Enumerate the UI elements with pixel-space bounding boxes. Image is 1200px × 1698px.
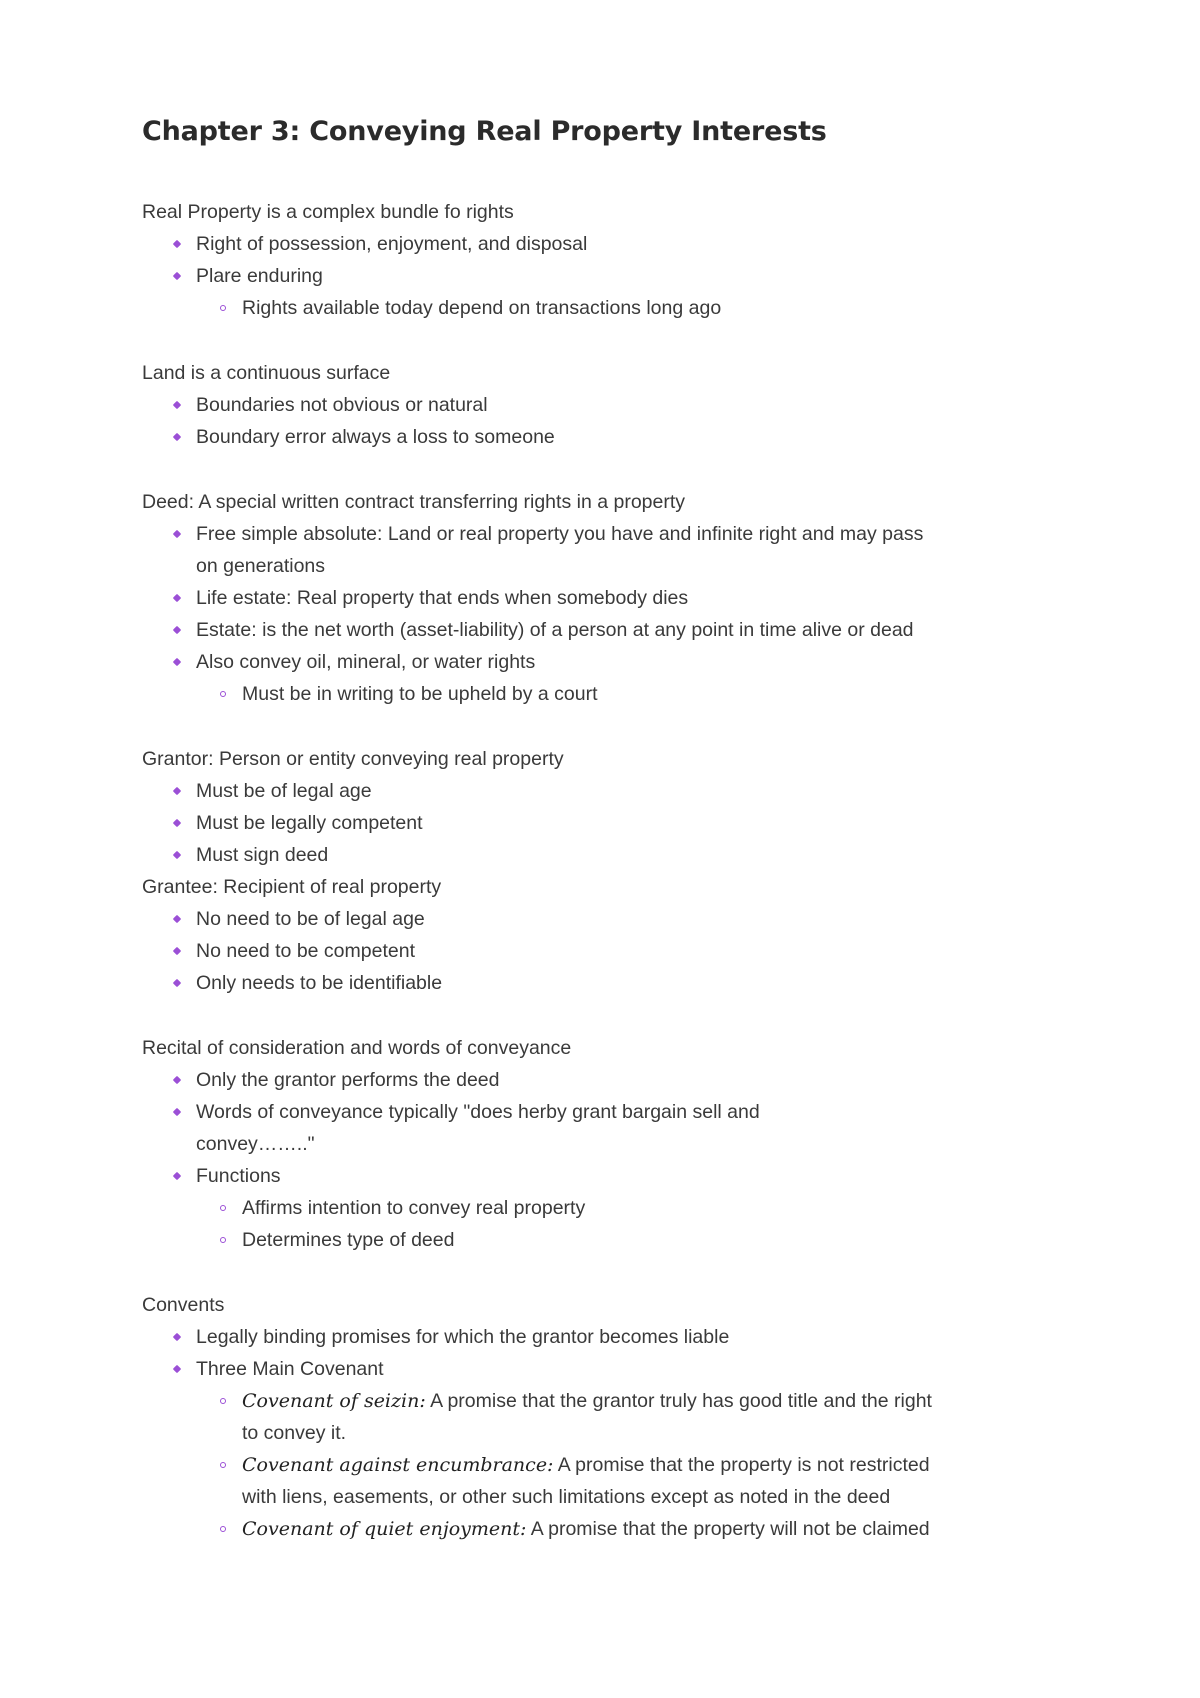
bullet-icon: [173, 1172, 181, 1180]
bullet-icon: [173, 1108, 181, 1116]
sub-list-item: [242, 1192, 936, 1224]
sub-bullet-icon: [220, 1526, 226, 1532]
section-heading: Recital of consideration and words of conveyance: [142, 1037, 572, 1059]
list-item: [196, 1160, 936, 1256]
list-item: [196, 1353, 936, 1545]
list-item-text: Must be of legal age: [196, 780, 372, 802]
section-heading: Real Property is a complex bundle fo rights: [142, 201, 514, 223]
bullet-icon: [173, 240, 181, 248]
bullet-icon: [173, 819, 181, 827]
list-item: [196, 260, 936, 324]
section-real-property: [142, 196, 1080, 324]
bullet-list: [142, 775, 1080, 871]
bullet-icon: [173, 594, 181, 602]
sub-list-item: [242, 292, 936, 324]
bullet-icon: [173, 272, 181, 280]
covenant-term: Covenant of quiet enjoyment:: [242, 1518, 527, 1540]
list-item: [196, 935, 936, 967]
section-covenants: [142, 1289, 1080, 1545]
list-item-text: Words of conveyance typically "does herby grant bargain sell and convey……..": [196, 1101, 760, 1155]
list-item: [196, 582, 936, 614]
covenant-text: A promise that the property will not be claimed: [526, 1518, 930, 1540]
bullet-list: [142, 903, 1080, 999]
sub-bullet-icon: [220, 691, 226, 697]
bullet-icon: [173, 979, 181, 987]
list-item-text: Only needs to be identifiable: [196, 972, 443, 994]
list-item-text: Functions: [196, 1165, 281, 1187]
list-item: [196, 228, 936, 260]
list-item: [196, 421, 936, 453]
bullet-icon: [173, 626, 181, 634]
sub-bullet-icon: [220, 1462, 226, 1468]
bullet-icon: [173, 401, 181, 409]
sub-bullet-list: [196, 1192, 936, 1256]
list-item-text: Boundary error always a loss to someone: [196, 426, 555, 448]
list-item-text: Three Main Covenant: [196, 1358, 384, 1380]
list-item: [196, 807, 936, 839]
section-grantee: [142, 871, 1080, 999]
bullet-icon: [173, 1333, 181, 1341]
sub-bullet-list: [196, 678, 936, 710]
list-item-text: Boundaries not obvious or natural: [196, 394, 488, 416]
bullet-icon: [173, 915, 181, 923]
page-title: Chapter 3: Conveying Real Property Interests: [142, 116, 827, 147]
covenant-term: Covenant of seizin:: [242, 1390, 426, 1412]
section-heading: Deed: A special written contract transferring rights in a property: [142, 491, 686, 513]
sub-bullet-icon: [220, 305, 226, 311]
sub-list-item-text: Must be in writing to be upheld by a court: [242, 683, 598, 705]
list-item: [196, 839, 936, 871]
list-item: [196, 967, 936, 999]
covenant-text: A promise that the property is not restricted with liens, easements, or other such limitations except as noted in the deed: [242, 1454, 930, 1508]
bullet-icon: [173, 1365, 181, 1373]
section-heading: Grantee: Recipient of real property: [142, 876, 442, 898]
covenant-item: [242, 1449, 936, 1513]
bullet-list: [142, 1321, 1080, 1545]
list-item-text: No need to be competent: [196, 940, 415, 962]
list-item: [196, 389, 936, 421]
section-heading: Grantor: Person or entity conveying real property: [142, 748, 564, 770]
list-item: [196, 1096, 796, 1160]
sub-bullet-icon: [220, 1237, 226, 1243]
bullet-icon: [173, 851, 181, 859]
covenant-term: Covenant against encumbrance:: [242, 1454, 554, 1476]
list-item-text: Free simple absolute: Land or real property you have and infinite right and may pass on generations: [196, 523, 924, 577]
list-item: [196, 903, 936, 935]
list-item-text: No need to be of legal age: [196, 908, 425, 930]
sub-bullet-icon: [220, 1398, 226, 1404]
sub-bullet-list: [196, 292, 936, 324]
section-heading: Land is a continuous surface: [142, 362, 391, 384]
covenant-item: [242, 1513, 936, 1545]
bullet-list: [142, 228, 1080, 324]
section-recital: [142, 1032, 1080, 1256]
list-item-text: Also convey oil, mineral, or water rights: [196, 651, 536, 673]
list-item: [196, 646, 936, 710]
list-item: [196, 775, 936, 807]
list-item-text: Must be legally competent: [196, 812, 423, 834]
bullet-icon: [173, 530, 181, 538]
sub-bullet-icon: [220, 1205, 226, 1211]
list-item: [196, 518, 936, 582]
sub-list-item: [242, 1224, 936, 1256]
list-item: [196, 614, 936, 646]
sub-list-item: [242, 678, 936, 710]
covenant-text: A promise that the grantor truly has good title and the right to convey it.: [242, 1390, 932, 1444]
section-heading: Convents: [142, 1294, 225, 1316]
list-item-text: Legally binding promises for which the grantor becomes liable: [196, 1326, 730, 1348]
list-item-text: Estate: is the net worth (asset-liability) of a person at any point in time alive or dead: [196, 619, 914, 641]
list-item-text: Right of possession, enjoyment, and disposal: [196, 233, 588, 255]
bullet-icon: [173, 1076, 181, 1084]
sub-list-item-text: Affirms intention to convey real property: [242, 1197, 586, 1219]
sub-list-item-text: Determines type of deed: [242, 1229, 455, 1251]
list-item: [196, 1064, 936, 1096]
bullet-list: [142, 518, 1080, 710]
section-grantor: [142, 743, 1080, 871]
bullet-list: [142, 1064, 1080, 1256]
list-item-text: Only the grantor performs the deed: [196, 1069, 500, 1091]
sub-list-item-text: Rights available today depend on transactions long ago: [242, 297, 722, 319]
bullet-icon: [173, 658, 181, 666]
covenant-item: [242, 1385, 936, 1449]
bullet-icon: [173, 433, 181, 441]
bullet-icon: [173, 787, 181, 795]
list-item-text: Life estate: Real property that ends when somebody dies: [196, 587, 689, 609]
bullet-icon: [173, 947, 181, 955]
list-item-text: Must sign deed: [196, 844, 329, 866]
bullet-list: [142, 389, 1080, 453]
list-item: [196, 1321, 936, 1353]
section-deed: [142, 486, 1080, 710]
sub-bullet-list: [196, 1385, 936, 1545]
list-item-text: Plare enduring: [196, 265, 323, 287]
section-land: [142, 357, 1080, 453]
